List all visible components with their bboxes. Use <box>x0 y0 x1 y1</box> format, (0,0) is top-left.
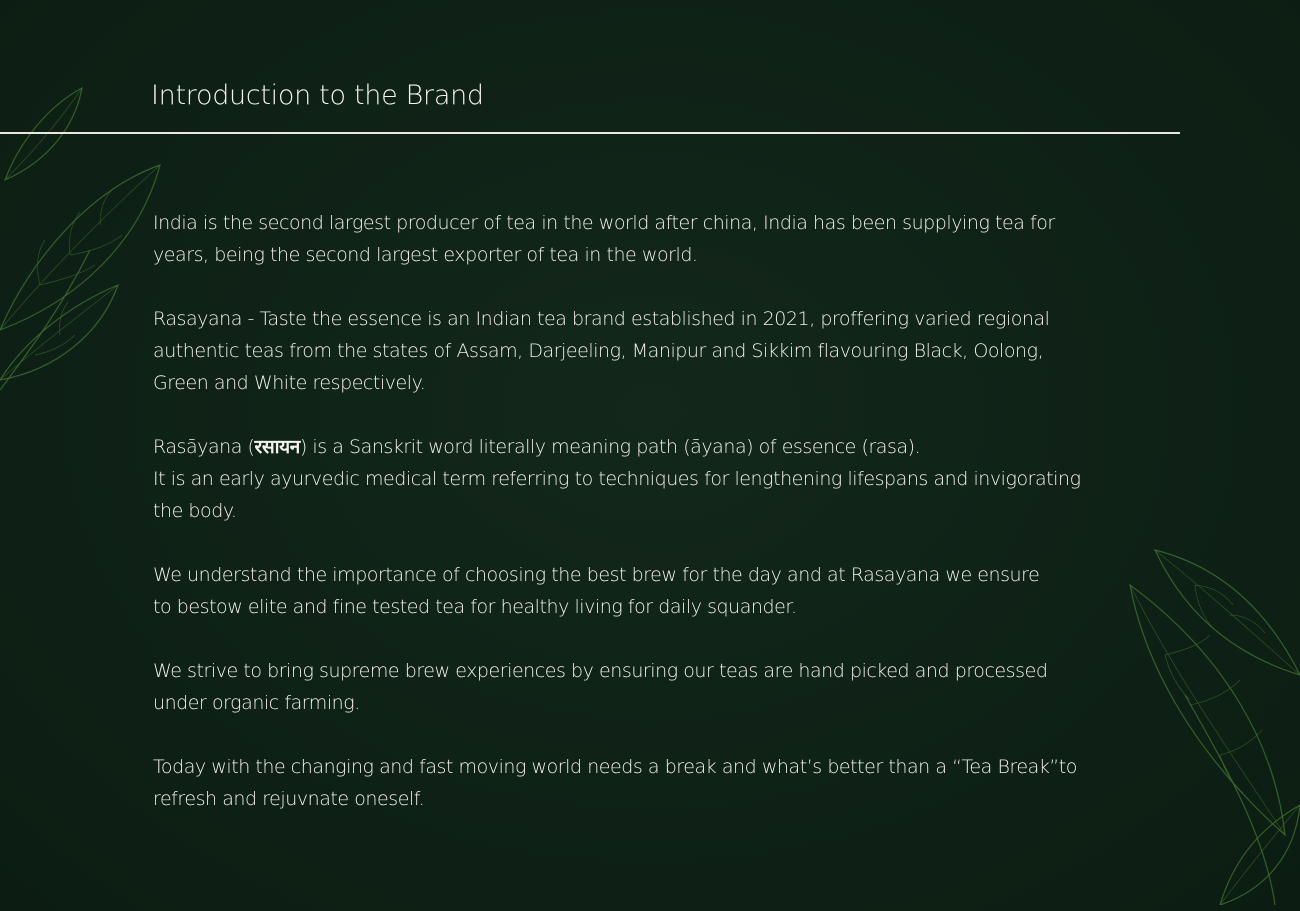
text-line: years, being the second largest exporter of tea in the world. <box>153 244 698 266</box>
text-line: Today with the changing and fast moving world needs a break and what’s better than a “Tea Break”to <box>153 756 1077 778</box>
title-divider <box>0 132 1180 134</box>
paragraph-tea-break <box>153 751 1163 815</box>
text-line: We strive to bring supreme brew experiences by ensuring our teas are hand picked and processed <box>153 660 1048 682</box>
text-fragment: ) is a Sanskrit word literally meaning path (āyana) of essence (rasa). <box>299 436 921 458</box>
tea-leaves-left-icon <box>0 80 170 400</box>
text-line: refresh and rejuvnate oneself. <box>153 788 425 810</box>
paragraph-best-brew <box>153 559 1163 623</box>
text-line: to bestow elite and fine tested tea for healthy living for daily squander. <box>153 596 797 618</box>
text-line: It is an early ayurvedic medical term referring to techniques for lengthening lifespans and invigorating <box>153 468 1081 490</box>
devanagari-word: रसायन <box>254 436 300 458</box>
text-line: under organic farming. <box>153 692 360 714</box>
body-text <box>153 207 1163 847</box>
paragraph-organic-farming <box>153 655 1163 719</box>
text-line <box>153 431 1163 463</box>
paragraph-rasayana-meaning <box>153 431 1163 527</box>
text-fragment: Rasāyana ( <box>153 436 255 458</box>
text-line: Green and White respectively. <box>153 372 426 394</box>
paragraph-brand-intro <box>153 303 1163 399</box>
paragraph-tea-production <box>153 207 1163 271</box>
text-line: the body. <box>153 500 237 522</box>
page-title: Introduction to the Brand <box>151 80 484 111</box>
text-line: Rasayana - Taste the essence is an Indian tea brand established in 2021, proffering varied regional <box>153 308 1050 330</box>
text-line: We understand the importance of choosing the best brew for the day and at Rasayana we ensure <box>153 564 1040 586</box>
text-line: authentic teas from the states of Assam, Darjeeling, Manipur and Sikkim flavouring Black, Oolong, <box>153 340 1044 362</box>
text-line: India is the second largest producer of tea in the world after china, India has been supplying tea for <box>153 212 1055 234</box>
